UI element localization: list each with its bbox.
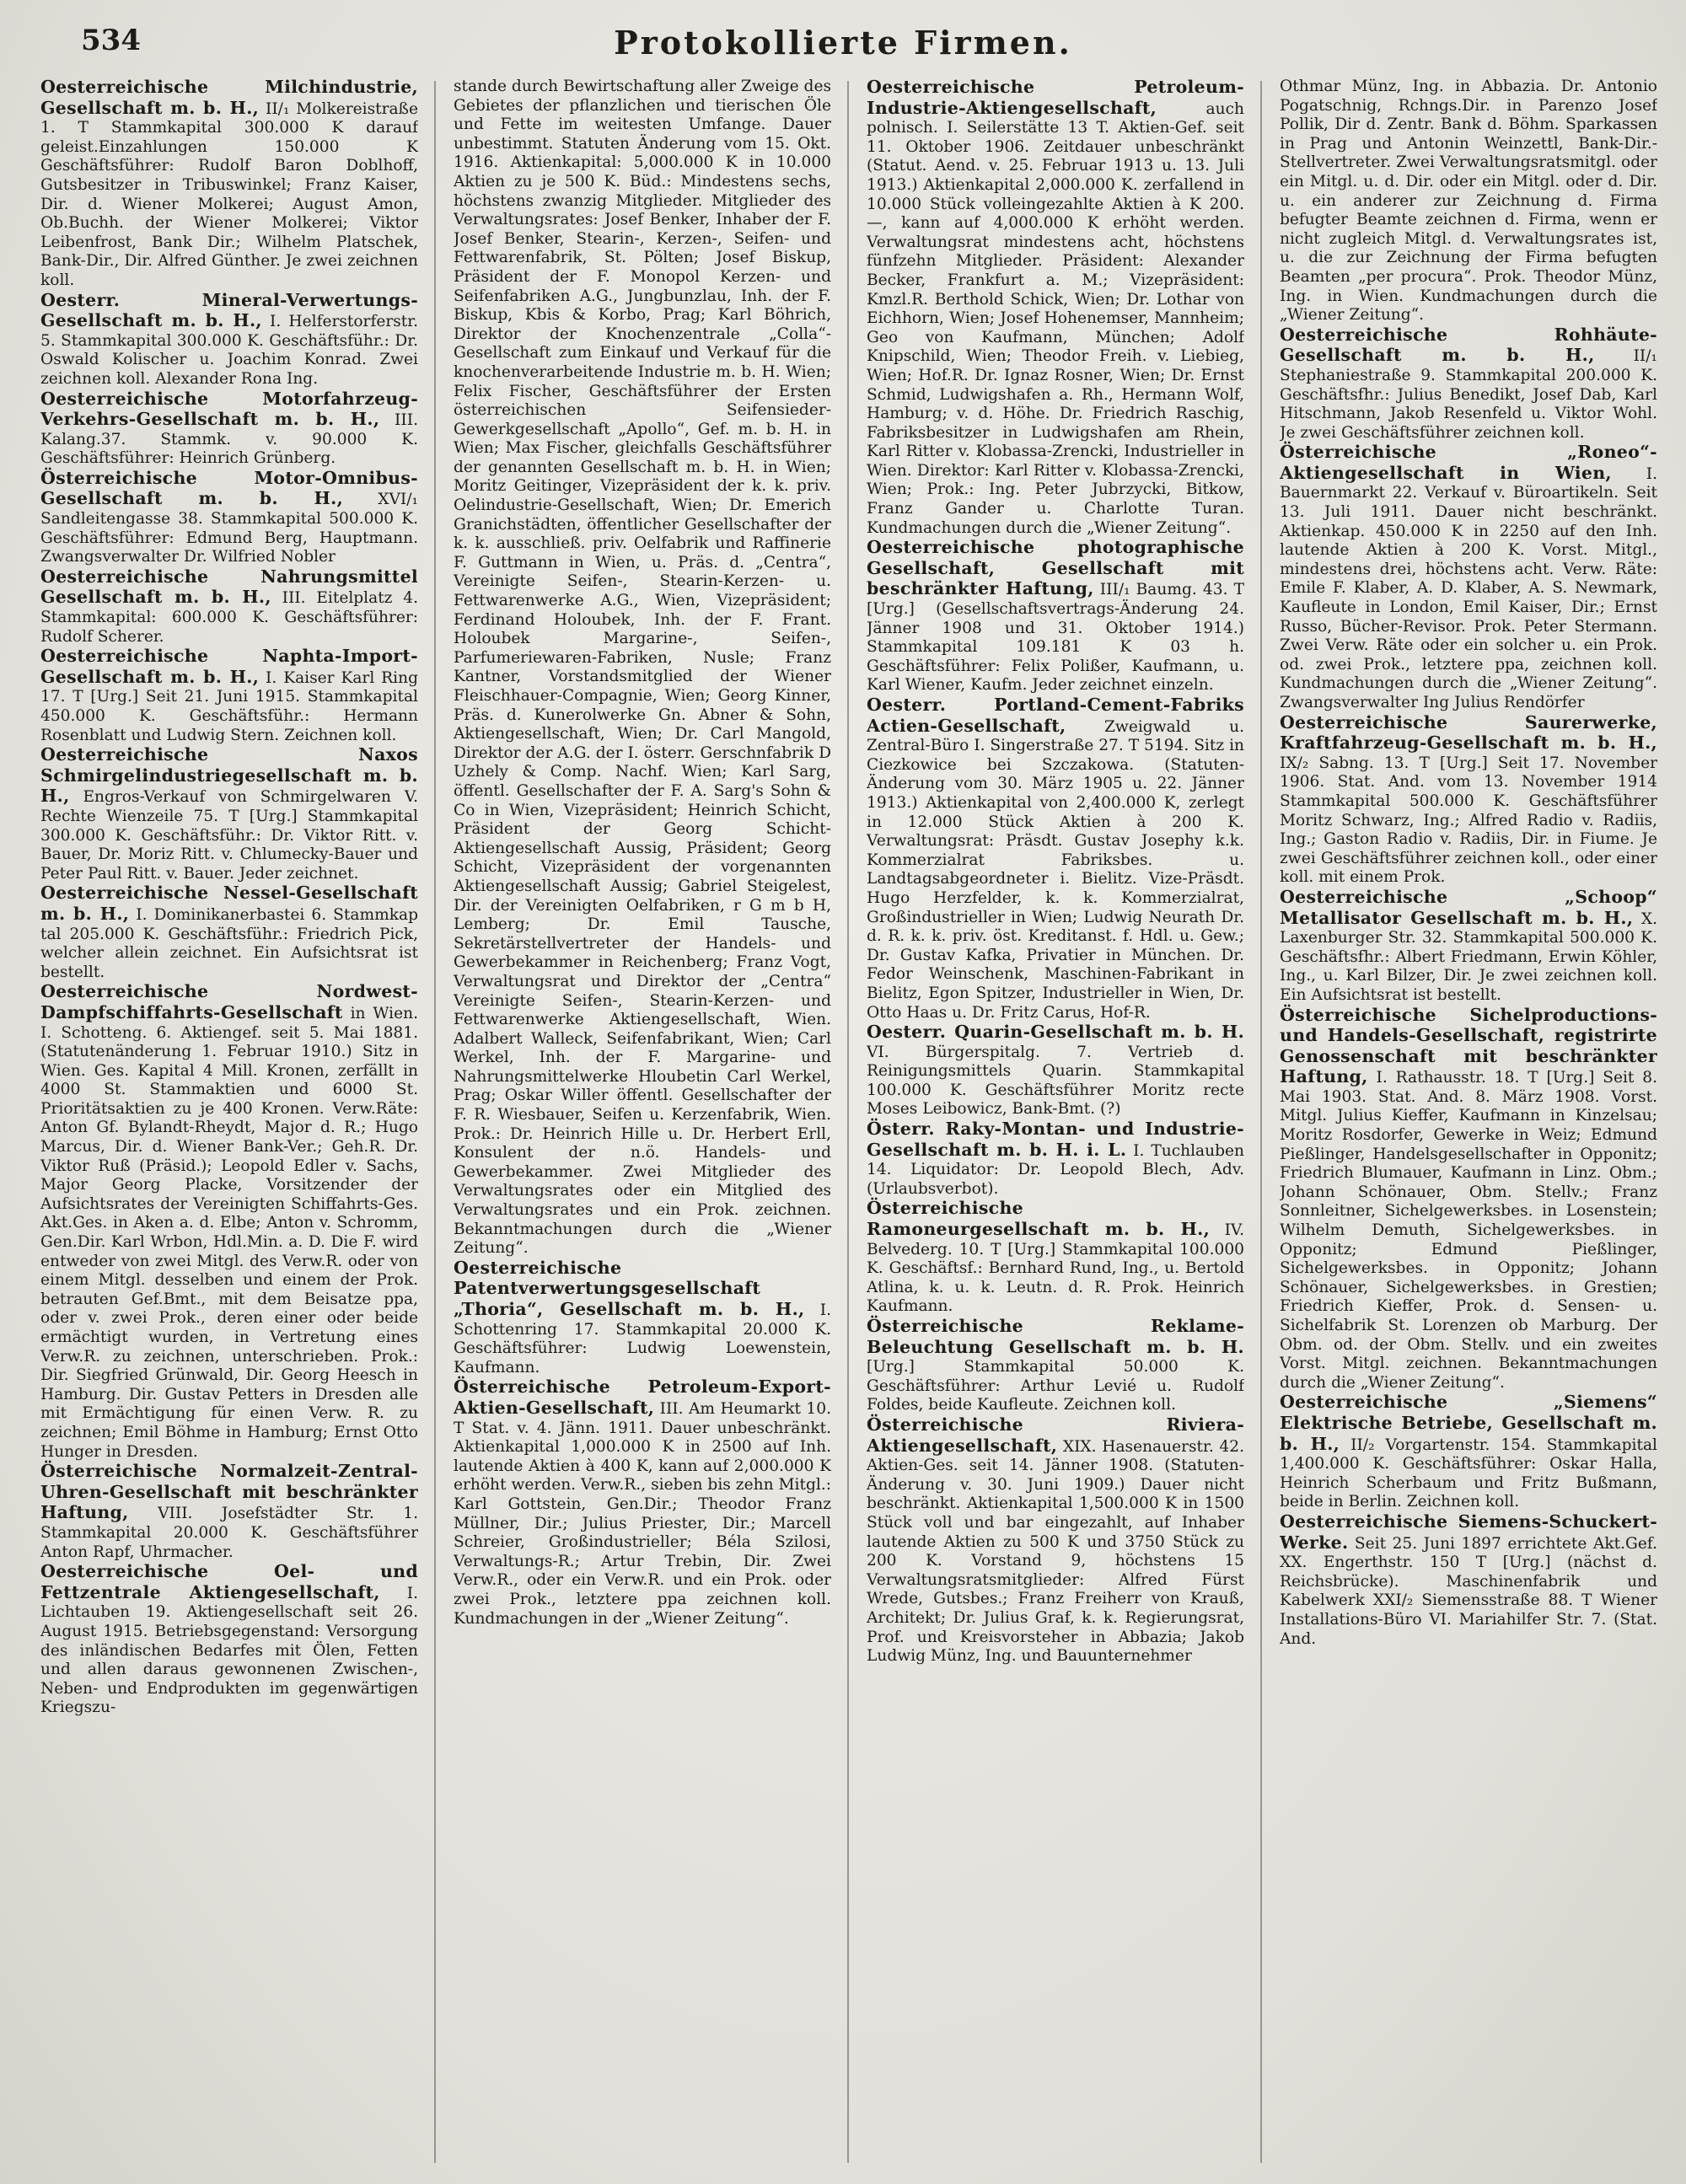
firm-entry: [1280, 1393, 1657, 1512]
firm-name: Oesterreichische „Siemens“ Elektrische Betriebe, Gesellschaft m. b. H.,: [1280, 1392, 1657, 1454]
firm-entry: [40, 1562, 418, 1718]
firm-name: Oesterreichische Naxos Schmirgelindustriegesellschaft m. b. H.,: [40, 744, 418, 807]
firm-details: X. Laxenburger Str. 32. Stammkapital 500.000 K. Geschäftsfhr.: Albert Friedmann, Erwin Köhler, Ing., u. Karl Bilzer, Dir. Je zwei zeichnen koll. Ein Aufsichtsrat ist bestellt.: [1280, 910, 1657, 1004]
text-columns: [40, 78, 1657, 2168]
column-2: [454, 78, 831, 2168]
firm-entry: [1280, 1512, 1657, 1649]
firm-details: I. Schottenring 17. Stammkapital 20.000 K. Geschäftsführer: Ludwig Loewenstein, Kaufmann.: [454, 1301, 831, 1376]
firm-name: Oesterreichische photographische Gesellschaft, Gesellschaft mit beschränkter Haftung,: [867, 537, 1244, 599]
firm-details: III. Eitelplatz 4. Stammkapital: 600.000 K. Geschäftsführer: Rudolf Scherer.: [40, 589, 418, 646]
firm-details: II/₁ Molkereistraße 1. T Stammkapital 300.000 K darauf geleist.Einzahlungen 150.000 K Geschäftsführer: Rudolf Baron Doblhoff, Gutsbesitzer in Tribuswinkel; Franz Kaiser, Dir. d. Wiener Molkerei; August Amon, Ob.Buchh. der Wiener Molkerei; Viktor Leibenfrost, Bank Dir.; Wilhelm Platschek, Bank-Dir., Dir. Alfred Günther. Je zwei zeichnen koll.: [40, 99, 418, 289]
firm-details: I. Dominikanerbastei 6. Stammkap tal 205.000 K. Geschäftsführ.: Friedrich Pick, welcher allein zeichnet. Ein Aufsichtsrat ist bestellt.: [40, 905, 418, 981]
firm-entry: [1280, 325, 1657, 443]
firm-details: [Urg.] Stammkapital 50.000 K. Geschäftsführer: Arthur Levié u. Rudolf Foldes, beide Kaufleute. Zeichnen koll.: [867, 1358, 1244, 1414]
firm-entry: [454, 1258, 831, 1378]
firm-details: VIII. Josefstädter Str. 1. Stammkapital 20.000 K. Geschäftsführer Anton Rapf, Uhrmacher.: [40, 1505, 418, 1561]
firm-name: Oesterr. Mineral-Verwertungs-Gesellschaft m. b. H.,: [40, 289, 418, 331]
firm-entry: [867, 538, 1244, 695]
firm-name: Oesterreichische Saurerwerke, Kraftfahrzeug-Gesellschaft m. b. H.,: [1280, 711, 1657, 754]
firm-entry: [867, 1199, 1244, 1317]
firm-name: Oesterreichische Patentverwertungsgesellschaft „Thoria“, Gesellschaft m. b. H.,: [454, 1257, 805, 1319]
firm-entry: [40, 78, 418, 291]
column-3: [867, 78, 1244, 2168]
firm-details: I. Kaiser Karl Ring 17. T [Urg.] Seit 21. Juni 1915. Stammkapital 450.000 K. Geschäftsführ.: Hermann Rosenblatt und Ludwig Stern. Zeichnen koll.: [40, 668, 418, 744]
firm-name: Oesterreichische Petroleum-Industrie-Aktiengesellschaft,: [867, 78, 1244, 118]
firm-entry: [867, 1415, 1244, 1666]
firm-name: Oesterreichische Nahrungsmittel Gesellschaft m. b. H.,: [40, 566, 418, 608]
firm-details: IV. Belvederg. 10. T [Urg.] Stammkapital 100.000 K. Geschäftsf.: Bernhard Rund, Ing., u. Bertold Atlina, k. u. k. Leutn. d. R. Prok. Heinrich Kaufmann.: [867, 1221, 1244, 1316]
firm-details: I. Lichtauben 19. Aktiengesellschaft seit 26. August 1915. Betriebsgegenstand: Versorgung des inländischen Bedarfes mit Ölen, Fetten und allen daraus gewonnenen Zwischen-, Neben- und Endprodukten im gegenwärtigen Kriegszu-: [40, 1584, 418, 1717]
firm-name: Österreichische „Roneo“-Aktiengesellschaft in Wien,: [1280, 442, 1657, 483]
column-4: [1280, 78, 1657, 2168]
page-header: [0, 24, 1686, 74]
firm-entry: [40, 883, 418, 982]
firm-details: XIX. Hasenauerstr. 42. Aktien-Ges. seit 14. Jänner 1908. (Statuten-Änderung v. 30. Juni 1909.) Dauer nicht beschränkt. Aktienkapital 1,500.000 K in 1500 Stück voll und bar eingezahlt, auf Inhaber lautende Aktien zu 500 K und 3750 Stück zu 200 K. Vorstand 9, höchstens 15 Verwaltungsratsmitglieder: Alfred Fürst Wrede, Gutsbes.; Franz Freiherr von Krauß, Architekt; Dr. Julius Graf, k. k. Regierungsrat, Prof. und Kreisvorsteher in Abbazia; Jakob Ludwig Münz, Ing. und Bauunternehmer: [867, 1437, 1244, 1666]
firm-name: Österreichische Ramoneurgesellschaft m. b. H.,: [867, 1198, 1211, 1240]
firm-entry: [867, 1119, 1244, 1199]
firm-entry: [867, 78, 1244, 538]
firm-details: auch polnisch. I. Seilerstätte 13 T. Aktien-Gef. seit 11. Oktober 1906. Zeitdauer unbeschränkt (Statut. Aend. v. 25. Februar 1913 u. 13. Juli 1913.) Aktienkapital 2,000.000 K. zerfallend in 10.000 Stück volleingezahlte Aktien à K 200.—, kann auf 4,000.000 K erhöht werden. Verwaltungsrat mindestens acht, höchstens fünfzehn Mitglieder. Präsident: Alexander Becker, Frankfurt a. M.; Vizepräsident: Kmzl.R. Berthold Schick, Wien; Dr. Lothar von Eichhorn, Wien; Josef Hohenemser, Mannheim; Geo von Kaufmann, München; Adolf Knipschild, Wien; Theodor Freih. v. Liebieg, Wien; Hof.R. Dr. Ignaz Rosner, Wien; Dr. Ernst Schmid, Ludwigshafen a. Rh., Hermann Wolf, Hamburg; v. d. Höhe. Dr. Friedrich Raschig, Fabriksbesitzer in Ludwigshafen am Rhein, Karl Ritter v. Klobassa-Zrencki, Industrieller in Wien. Direktor: Karl Ritter v. Klobassa-Zrencki, Wien; Prok.: Ing. Peter Jubrzycki, Bitkow, Franz Gander u. Charlotte Turan. Kundmachungen durch die „Wiener Zeitung“.: [867, 99, 1244, 537]
firm-details: III. Am Heumarkt 10. T Stat. v. 4. Jänn. 1911. Dauer unbeschränkt. Aktienkapital 1,000.000 K in 2500 auf Inh. lautende Aktien à 400 K, kann auf 2,000.000 K erhöht werden. Verw.R., sieben bis zehn Mitgl.: Karl Gottstein, Gen.Dir.; Theodor Franz Müllner, Dir.; Julius Priester, Dir.; Marcell Schreier, Großindustrieller; Béla Szilosi, Verwaltungs-R.; Artur Trebin, Dir. Zwei Verw.R., oder ein Verw.R. und ein Prok. oder zwei Prok., letztere ppa zeichnen koll. Kundmachungen in der „Wiener Zeitung“.: [454, 1399, 831, 1628]
firm-name: Österreichische Riviera-Aktiengesellschaft,: [867, 1414, 1244, 1456]
firm-entry: [867, 1022, 1244, 1119]
firm-name: Österreichische Petroleum-Export-Aktien-Gesellschaft,: [454, 1376, 831, 1418]
firm-entry: [454, 1377, 831, 1629]
firm-name: Oesterreichische „Schoop“ Metallisator Gesellschaft m. b. H.,: [1280, 886, 1657, 928]
firm-name: Oesterreichische Oel- und Fettzentrale Aktiengesellschaft,: [40, 1561, 418, 1602]
firm-name: Oesterreichische Nordwest-Dampfschiffahrts-Gesellschaft: [40, 981, 418, 1022]
firm-name: Österreichische Motor-Omnibus-Gesellschaft m. b. H.,: [40, 467, 418, 509]
firm-name: Österreichische Reklame-Beleuchtung Gesellschaft m. b. H.: [867, 1316, 1244, 1357]
firm-name: Oesterreichische Siemens-Schuckert-Werke.: [1280, 1511, 1657, 1553]
firm-details: Othmar Münz, Ing. in Abbazia. Dr. Antonio Pogatschnig, Rchngs.Dir. in Parenzo Josef Pollik, Dir d. Zentr. Bank d. Böhm. Sparkassen in Prag und Antonin Weinzettl, Bank-Dir.-Stellvertreter. Zwei Verwaltungsratsmitgl. oder ein Mitgl. u. d. Dir. oder ein Mitgl. oder d. Dir. u. ein anderer zur Zeichnung d. Firma befugter Beamte zeichnen d. Firma, wenn er nicht zugleich Mitgl. d. Verwaltungsrates ist, u. die zur Zeichnung der Firma befugten Beamten „per procura“. Prok. Theodor Münz, Ing. in Wien. Kundmachungen durch die „Wiener Zeitung“.: [1280, 78, 1657, 325]
firm-details: in Wien. I. Schotteng. 6. Aktiengef. seit 5. Mai 1881. (Statutenänderung 1. Februar 1910.) Sitz in Wien. Ges. Kapital 4 Mill. Kronen, zerfällt in 4000 St. Stammaktien und 6000 St. Prioritätsaktien zu je 400 Kronen. Verw.Räte: Anton Gf. Bylandt-Rheydt, Major d. R.; Hugo Marcus, Dir. d. Wiener Bank-Ver.; Geh.R. Dr. Viktor Ruß (Präsid.); Leopold Edler v. Sachs, Major Georg Placke, Vorsitzender der Aufsichtsrates der Vereinigten Schiffahrts-Ges. Akt.Ges. in Aken a. d. Elbe; Anton v. Schromm, Gen.Dir. Karl Wrbon, Hdl.Min. a. D. Die F. wird entweder von zwei Mitgl. des Verw.R. oder von einem Mitgl. desselben und einem der Prok. betrauten Gef.Bmt., mit dem Beisatze ppa, oder v. zwei Prok., deren einer oder beide ermächtigt wurden, in Vertretung eines Verw.R. zu zeichnen, unterschrieben. Prok.: Dir. Siegfried Grünwald, Dir. Georg Heesch in Hamburg. Dir. Gustav Petters in Dresden alle mit Ermächtigung für einen Verw. R. zu zeichnen; Emil Böhme in Hamburg; Ernst Otto Hunger in Dresden.: [40, 1004, 418, 1461]
page-number: 534: [81, 24, 141, 57]
firm-name: Oesterreichische Naphta-Import-Gesellschaft m. b. H.,: [40, 646, 418, 687]
firm-details: Engros-Verkauf von Schmirgelwaren V. Rechte Wienzeile 75. T [Urg.] Stammkapital 300.000 K. Geschäftsführ.: Dr. Viktor Ritt. v. Bauer, Dr. Moriz Ritt. v. Chlumecky-Bauer und Peter Paul Ritt. v. Bauer. Jeder zeichnet.: [40, 788, 418, 883]
firm-name: Österreichische Normalzeit-Zentral-Uhren-Gesellschaft mit beschränkter Haftung,: [40, 1461, 418, 1523]
firm-entry: [40, 389, 418, 469]
firm-details: I. Tuchlauben 14. Liquidator: Dr. Leopold Blech, Adv. (Urlaubsverbot).: [867, 1141, 1244, 1198]
running-title: Protokollierte Firmen.: [614, 24, 1072, 62]
firm-details: Zweigwald u. Zentral-Büro I. Singerstraße 27. T 5194. Sitz in Ciezkowice bei Szczakowa. (Statuten-Änderung vom 30. März 1905 u. 22. Jänner 1913.) Aktienkapital von 2,400.000 K, zerlegt in 12.000 Stück Aktien à 200 K. Verwaltungsrat: Präsdt. Gustav Josephy k.k. Kommerzialrat Fabriksbes. u. Landtagsabgeordneter i. Bielitz. Vize-Präsdt. Hugo Herzfelder, k. k. Kommerzialrat, Großindustrieller in Wien; Ludwig Neurath Dr. d. R. k. k. priv. öst. Kreditanst. f. Hdl. u. Gew.; Dr. Gustav Kafka, Privatier in München. Dr. Fedor Weinschenk, Maschinen-Fabrikant in Bielitz, Egon Spitzer, Industrieller in Wien, Dr. Otto Haas u. Dr. Fritz Carus, Hof-R.: [867, 717, 1244, 1022]
firm-name: Oesterreichische Motorfahrzeug-Verkehrs-Gesellschaft m. b. H.,: [40, 388, 418, 430]
firm-entry: [867, 1317, 1244, 1415]
firm-name: Österreichische Sichelproductions- und Handels-Gesellschaft, registrirte Genossenschaft mit beschränkter Haftung,: [1280, 1004, 1657, 1087]
firm-entry: [867, 695, 1244, 1022]
firm-details: I. Rathausstr. 18. T [Urg.] Seit 8. Mai 1903. Stat. And. 8. März 1908. Vorst. Mitgl. Julius Kieffer, Kaufmann in Kinzelsau; Moritz Rosdorfer, Gewerke in Weiz; Edmund Pießlinger, Handelsgesellschafter in Opponitz; Friedrich Blumauer, Kaufmann in Linz. Obm.; Johann Schönauer, Obm. Stellv.; Franz Sonnleitner, Sichelgewerksbes. in Losenstein; Wilhelm Demuth, Sichelgewerksbes. in Opponitz; Edmund Pießlinger, Sichelgewerksbes. in Opponitz; Johann Schönauer, Sichelgewerksbes. in Grestien; Friedrich Kieffer, Prok. d. Sensen- u. Sichelfabrik St. Lorenzen ob Marburg. Der Obm. od. der Obm. Stellv. und ein zweites Vorst. Mitgl. zeichnen. Bekanntmachungen durch die „Wiener Zeitung“.: [1280, 1069, 1657, 1392]
column-1: [40, 78, 418, 2168]
firm-entry: [40, 291, 418, 389]
firm-entry: [40, 469, 418, 567]
firm-details: I. Helferstorferstr. 5. Stammkapital 300.000 K. Geschäftsführ.: Dr. Oswald Kolischer u. Joachim Konrad. Zwei zeichnen koll. Alexander Rona Ing.: [40, 313, 418, 388]
firm-details: II/₁ Stephaniestraße 9. Stammkapital 200.000 K. Geschäftsfhr.: Julius Benedikt, Josef Dab, Karl Hitschmann, Jakob Resenfeld u. Viktor Wohl. Je zwei Geschäftsführer zeichnen koll.: [1280, 347, 1657, 442]
firm-entry: [1280, 78, 1657, 325]
firm-entry: [1280, 443, 1657, 712]
firm-entry: [1280, 713, 1657, 888]
firm-name: Oesterreichische Rohhäute-Gesellschaft m. b. H.,: [1280, 324, 1657, 366]
firm-entry: [1280, 888, 1657, 1006]
firm-name: Oesterreichische Milchindustrie, Gesellschaft m. b. H.,: [40, 78, 418, 118]
firm-details: IX/₂ Sabng. 13. T [Urg.] Seit 17. November 1906. Stat. And. vom 13. November 1914 Stammkapital 500.000 K. Geschäftsführer Moritz Schwarz, Ing.; Alfred Radio v. Radiis, Ing.; Gaston Radio v. Radiis, Dir. in Fiume. Je zwei Geschäftsführer zeichnen koll., oder einer koll. mit einem Prok.: [1280, 754, 1657, 887]
firm-entry: [40, 1462, 418, 1562]
firm-entry: [40, 982, 418, 1462]
firm-details: VI. Bürgerspitalg. 7. Vertrieb d. Reinigungsmittels Quarin. Stammkapital 100.000 K. Geschäftsführer Moritz recte Moses Leibowicz, Bank-Bmt. (?): [867, 1043, 1244, 1119]
firm-entry: [40, 745, 418, 883]
firm-entry: [454, 78, 831, 1258]
firm-details: III/₁ Baumg. 43. T [Urg.] (Gesellschaftsvertrags-Änderung 24. Jänner 1908 und 31. Oktober 1914.) Stammkapital 109.181 K 03 h. Geschäftsführer: Felix Polißer, Kaufmann, u. Karl Wiener, Kaufm. Jeder zeichnet einzeln.: [867, 581, 1244, 695]
firm-details: XVI/₁ Sandleitengasse 38. Stammkapital 500.000 K. Geschäftsführer: Edmund Berg, Hauptmann. Zwangsverwalter Dr. Wilfried Nobler: [40, 491, 418, 566]
firm-details: I. Bauernmarkt 22. Verkauf v. Büroartikeln. Seit 13. Juli 1911. Dauer nicht beschränkt. Aktienkap. 450.000 K in 2250 auf den Inh. lautende Aktien à 200 K. Vorst. Mitgl., mindestens drei, höchstens acht. Verw. Räte: Emile F. Klaber, A. D. Klaber, A. S. Newmark, Kaufleute in London, Emil Kaiser, Dir.; Ernst Russo, Bücher-Revisor. Prok. Peter Stermann. Zwei Verw. Räte oder ein solcher u. ein Prok. od. zwei Prok., letztere ppa, zeichnen koll. Kundmachungen durch die „Wiener Zeitung“. Zwangsverwalter Ing Julius Rendörfer: [1280, 464, 1657, 711]
firm-entry: [40, 647, 418, 745]
firm-entry: [40, 567, 418, 647]
firm-name: Oesterr. Quarin-Gesellschaft m. b. H.: [867, 1022, 1244, 1043]
firm-details: Seit 25. Juni 1897 errichtete Akt.Gef. XX. Engerthstr. 150 T [Urg.] (nächst d. Reichsbrücke). Maschinenfabrik und Kabelwerk XXI/₂ Siemensstraße 88. T Wiener Installations-Büro VI. Mariahilfer Str. 7. (Stat. And.: [1280, 1534, 1657, 1648]
firm-details: stande durch Bewirtschaftung aller Zweige des Gebietes der pflanzlichen und tierischen Öle und Fette im weitesten Umfange. Dauer unbestimmt. Statuten Änderung vom 15. Okt. 1916. Aktienkapital: 5,000.000 K in 10.000 Aktien zu je 500 K. Büd.: Mindestens sechs, höchstens zwanzig Mitglieder. Mitglieder des Verwaltungsrates: Josef Benker, Inhaber der F. Josef Benker, Stearin-, Kerzen-, Seifen- und Fettwarenfabrik, St. Pölten; Josef Biskup, Präsident der F. Monopol Kerzen- und Seifenfabriken A.G., Jungbunzlau, Inh. der F. Biskup, Kbis & Korbo, Prag; Karl Böhrich, Direktor der Knochenzentrale „Colla“-Gesellschaft zum Einkauf und Verkauf für die knochenverarbeitende Industrie m. b. H. Wien; Felix Fischer, Geschäftsführer der Ersten österreichischen Seifensieder-Gewerkgesellschaft „Apollo“, Gef. m. b. H. in Wien; Max Fischer, gleichfalls Geschäftsführer der genannten Gesellschaft m. b. H. in Wien; Moritz Geitinger, Vizepräsident der k. k. priv. Oelindustrie-Gesellschaft, Wien; Dr. Emerich Granichstädten, öffentlicher Gesellschafter der k. k. ausschließ. priv. Oelfabrik und Raffinerie F. Guttmann in Wien, u. Präs. d. „Centra“, Vereinigte Seifen-, Stearin-Kerzen- u. Fettwarenwerke A.G., Wien, Vizepräsident; Ferdinand Holoubek, Inh. der F. Frant. Holoubek Margarine-, Seifen-, Parfumeriewaren-Fabriken, Nusle; Franz Kantner, Vorstandsmitglied der Wiener Fleischhauer-Compagnie, Wien; Georg Kinner, Präs. d. Kunerolwerke Gn. Abner & Sohn, Aktiengesellschaft, Wien; Dr. Carl Mangold, Direktor der A.G. der I. österr. Gerschnfabrik D Uzhely & Comp. Nachf. Wien; Karl Sarg, öffentl. Gesellschafter der F. A. Sarg's Sohn & Co in Wien, Vizepräsident; Heinrich Schicht, Präsident der Georg Schicht-Aktiengesellschaft Aussig, Präsident; Georg Schicht, Vizepräsident der vorgenannten Aktiengesellschaft Aussig; Gabriel Steigelest, Dir. der Vereinigten Oelfabriken, r G m b H, Lemberg; Dr. Emil Tausche, Sekretärstellvertreter der Handels- und Gewerbekammer in Reichenberg; Franz Vogt, Verwaltungsrat und Direktor der „Centra“ Vereinigte Seifen-, Stearin-Kerzen- und Fettwarenwerke Aktiengesellschaft, Wien. Adalbert Walleck, Seifenfabrikant, Wien; Carl Werkel, Inh. der F. Margarine- und Nahrungsmittelwerke Hloubetin Carl Werkel, Prag; Oskar Willer öffentl. Gesellschafter der F. R. Wiesbauer, Seifen u. Kerzenfabrik, Wien. Prok.: Dr. Heinrich Hille u. Dr. Herbert Erll, Konsulent der n.ö. Handels- und Gewerbekammer. Zwei Mitglieder des Verwaltungsrates oder ein Mitglied des Verwaltungsrates und ein Prok. zeichnen. Bekanntmachungen durch die „Wiener Zeitung“.: [454, 78, 831, 1258]
firm-details: III. Kalang.37. Stammk. v. 90.000 K. Geschäftsführer: Heinrich Grünberg.: [40, 411, 418, 468]
firm-entry: [1280, 1006, 1657, 1393]
firm-name: Österr. Raky-Montan- und Industrie-Gesellschaft m. b. H. i. L.: [867, 1119, 1244, 1160]
firm-details: II/₂ Vorgartenstr. 154. Stammkapital 1,400.000 K. Geschäftsführer: Oskar Halla, Heinrich Scherbaum und Fritz Bußmann, beide in Berlin. Zeichnen koll.: [1280, 1435, 1657, 1511]
firm-name: Oesterr. Portland-Cement-Fabriks Actien-Gesellschaft,: [867, 695, 1244, 736]
firm-name: Oesterreichische Nessel-Gesellschaft m. b. H.,: [40, 883, 418, 924]
